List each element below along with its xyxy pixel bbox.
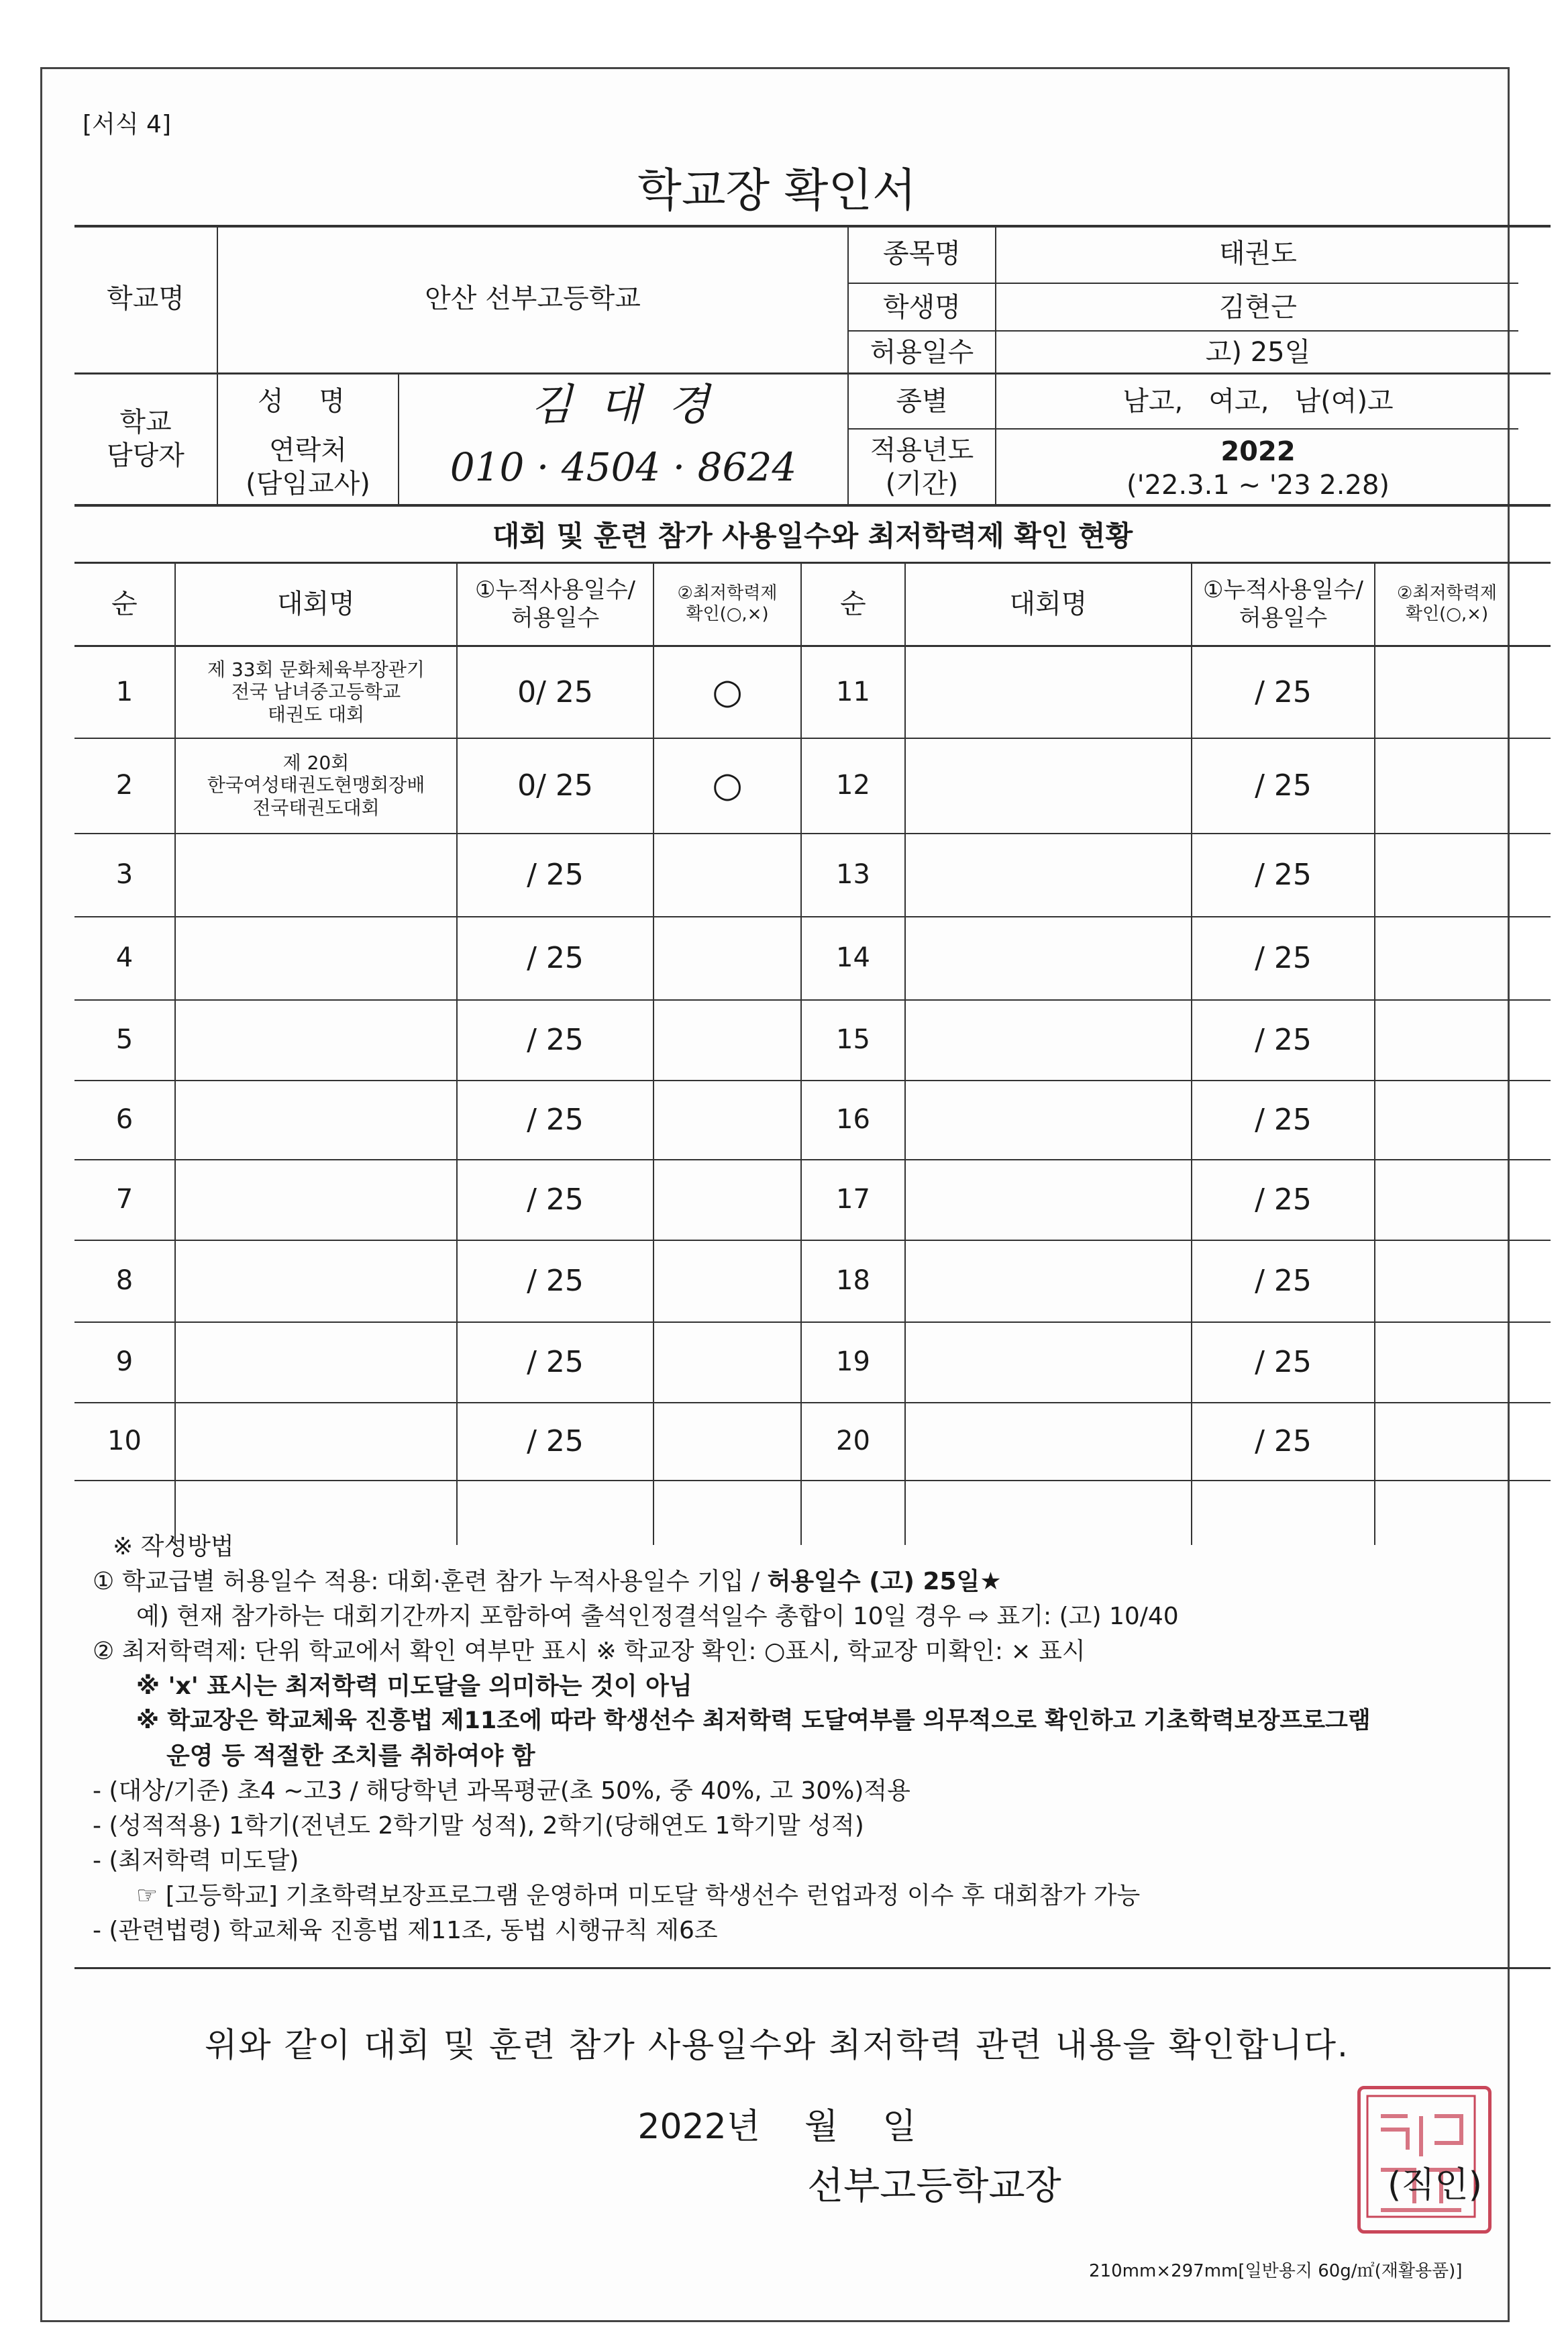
cell-check-right [1375, 646, 1518, 738]
cell-days: / 25 [527, 940, 584, 975]
cell-event-right [906, 1240, 1191, 1321]
cell-check-right [1375, 1080, 1518, 1159]
signing-date: 2022년 월 일 [637, 2106, 917, 2147]
cell-no-right: 12 [836, 770, 870, 801]
category-label: 종별 [896, 385, 948, 417]
student-label: 학생명 [883, 291, 961, 323]
cell-check [654, 1159, 800, 1240]
cell-check [654, 833, 800, 916]
cell-days-right: / 25 [1255, 857, 1312, 892]
cell-event-right [906, 833, 1191, 916]
cell-event-right [906, 646, 1191, 738]
cell-days-right: / 25 [1255, 1182, 1312, 1217]
cell-no: 3 [115, 859, 134, 890]
manager-label: 학교 담당자 [107, 407, 185, 471]
col-days-header: ①누적사용일수/ 허용일수 [475, 576, 635, 632]
cell-event: 제 33회 문화체육부장관기 전국 남녀중고등학교 태권도 대회 [207, 658, 425, 726]
cell-no-right: 20 [836, 1426, 870, 1456]
cell-days: / 25 [527, 1423, 584, 1458]
note-5: ※ 학교장은 학교체육 진흥법 제11조에 따라 학생선수 최저학력 도달여부를 의무적으로 확인하고 기초학력보장프로그램 [136, 1707, 1371, 1734]
cell-check: ○ [712, 671, 743, 712]
contact-label: 연락처 (담임교사) [246, 434, 370, 499]
cell-event [176, 916, 456, 999]
student-value: 김현근 [1219, 291, 1297, 323]
cell-days: 0/ 25 [517, 768, 593, 803]
note-6: 운영 등 적절한 조치를 취하여야 함 [166, 1742, 535, 1770]
period-value: ('22.3.1 ~ '23 2.28) [1126, 470, 1390, 501]
note-3: ② 최저학력제: 단위 학교에서 확인 여부만 표시 ※ 학교장 확인: ○표시, 학교장 미확인: × 표시 [93, 1638, 1086, 1665]
cell-check-right [1375, 1240, 1518, 1321]
form-number: [서식 4] [83, 111, 171, 138]
cell-event-right [906, 1159, 1191, 1240]
cell-no-right: 15 [836, 1024, 870, 1055]
cell-event-right [906, 1402, 1191, 1480]
col-event2-header: 대회명 [1009, 589, 1088, 619]
cell-event: 제 20회 한국여성태권도현맹회장배 전국태권도대회 [207, 751, 425, 819]
confirmation-statement: 위와 같이 대회 및 훈련 참가 사용일수와 최저학력 관련 내용을 확인합니다. [205, 2026, 1349, 2064]
col-no-header: 순 [111, 589, 138, 619]
notes-heading: ※ 작성방법 [113, 1533, 234, 1560]
cell-check-right [1375, 1402, 1518, 1480]
cell-no: 10 [107, 1426, 142, 1456]
sport-value: 태권도 [1219, 238, 1297, 269]
cell-check [654, 916, 800, 999]
year-value: 2022 [1220, 436, 1296, 467]
cell-no: 7 [115, 1184, 134, 1215]
school-name-label: 학교명 [107, 283, 185, 314]
cell-check [654, 1240, 800, 1321]
cell-event-right [906, 738, 1191, 833]
cell-days: / 25 [527, 1263, 584, 1298]
cell-no-right: 17 [836, 1184, 870, 1215]
col-no2-header: 순 [840, 589, 866, 619]
note-10: ☞ [고등학교] 기초학력보장프로그램 운영하며 미도달 학생선수 런업과정 이수 후 대회참가 가능 [136, 1882, 1141, 1909]
cell-event [176, 833, 456, 916]
col-event-header: 대회명 [277, 589, 355, 619]
cell-no: 1 [115, 677, 134, 707]
section-title: 대회 및 훈련 참가 사용일수와 최저학력제 확인 현황 [492, 519, 1133, 552]
cell-days-right: / 25 [1255, 1102, 1312, 1137]
cell-days-right: / 25 [1255, 1423, 1312, 1458]
cell-no-right: 18 [836, 1265, 870, 1296]
cell-no: 8 [115, 1265, 134, 1296]
note-1-emphasis: 허용일수 (고) 25일★ [767, 1568, 1002, 1595]
cell-days-right: / 25 [1255, 674, 1312, 709]
cell-check-right [1375, 1321, 1518, 1402]
col-check-header: ②최저학력제 확인(○,×) [677, 583, 778, 624]
cell-days: / 25 [527, 1022, 584, 1057]
cell-check-right [1375, 738, 1518, 833]
cell-no-right: 19 [836, 1346, 870, 1377]
cell-event [176, 1240, 456, 1321]
cell-event-right [906, 916, 1191, 999]
cell-days: / 25 [527, 1344, 584, 1379]
cell-no: 6 [115, 1104, 134, 1135]
cell-event-right [906, 1080, 1191, 1159]
cell-no: 9 [115, 1346, 134, 1377]
cell-days-right: / 25 [1255, 940, 1312, 975]
teacher-name-signature: 김 대 경 [530, 380, 717, 430]
contact-value: 010 · 4504 · 8624 [450, 444, 797, 490]
cell-no-right: 14 [836, 942, 870, 973]
cell-event [176, 1080, 456, 1159]
cell-no: 5 [115, 1024, 134, 1055]
cell-check [654, 1402, 800, 1480]
cell-event [176, 999, 456, 1080]
note-8: - (성적적용) 1학기(전년도 2학기말 성적), 2학기(당해연도 1학기말 성적) [93, 1812, 864, 1840]
cell-days: / 25 [527, 857, 584, 892]
cell-event-right [906, 1321, 1191, 1402]
cell-no-right: 13 [836, 859, 870, 890]
cell-check-right [1375, 916, 1518, 999]
principal-title: 선부고등학교장 [807, 2164, 1061, 2208]
cell-check: ○ [712, 764, 743, 805]
cell-days-right: / 25 [1255, 1344, 1312, 1379]
cell-days-right: / 25 [1255, 1263, 1312, 1298]
note-7: - (대상/기준) 초4 ~고3 / 해당학년 과목평균(초 50%, 중 40%, 고 30%)적용 [93, 1777, 910, 1805]
cell-no: 4 [115, 942, 134, 973]
cell-no: 2 [115, 770, 134, 801]
school-name-value: 안산 선부고등학교 [425, 283, 641, 314]
allowed-days-label: 허용일수 [870, 336, 974, 368]
note-11: - (관련법령) 학교체육 진흥법 제11조, 동법 시행규칙 제6조 [93, 1917, 718, 1944]
seal-label: (직인) [1388, 2165, 1483, 2205]
cell-event [176, 1159, 456, 1240]
cell-days-right: / 25 [1255, 768, 1312, 803]
teacher-name-label: 성 명 [258, 385, 358, 417]
cell-check [654, 999, 800, 1080]
cell-days: / 25 [527, 1182, 584, 1217]
cell-event [176, 1321, 456, 1402]
cell-days: / 25 [527, 1102, 584, 1137]
cell-event-right [906, 999, 1191, 1080]
cell-check-right [1375, 1159, 1518, 1240]
col-check2-header: ②최저학력제 확인(○,×) [1397, 583, 1497, 624]
document-page [40, 67, 1510, 2322]
category-value: 남고, 여고, 남(여)고 [1122, 385, 1394, 417]
note-1 [93, 1567, 1002, 1596]
cell-check-right [1375, 833, 1518, 916]
col-days2-header: ①누적사용일수/ 허용일수 [1203, 576, 1363, 632]
cell-check-right [1375, 999, 1518, 1080]
cell-days-right: / 25 [1255, 1022, 1312, 1057]
cell-event [176, 1402, 456, 1480]
cell-check [654, 1321, 800, 1402]
cell-no-right: 11 [836, 677, 870, 707]
document-title: 학교장 확인서 [637, 164, 917, 217]
note-2: 예) 현재 참가하는 대회기간까지 포함하여 출석인정결석일수 총합이 10일 경우 ⇨ 표기: (고) 10/40 [136, 1603, 1179, 1630]
cell-no-right: 16 [836, 1104, 870, 1135]
year-label: 적용년도 (기간) [870, 434, 974, 499]
note-4: ※ 'x' 표시는 최저학력 미도달을 의미하는 것이 아님 [136, 1672, 692, 1700]
note-1-text: ① 학교급별 허용일수 적용: 대회·훈련 참가 누적사용일수 기입 / [93, 1568, 768, 1595]
sport-label: 종목명 [883, 238, 961, 269]
allowed-days-value: 고) 25일 [1205, 336, 1311, 368]
note-9: - (최저학력 미도달) [93, 1847, 299, 1875]
cell-days: 0/ 25 [517, 674, 593, 709]
paper-spec: 210mm×297mm[일반용지 60g/㎡(재활용품)] [1089, 2261, 1463, 2281]
cell-check [654, 1080, 800, 1159]
